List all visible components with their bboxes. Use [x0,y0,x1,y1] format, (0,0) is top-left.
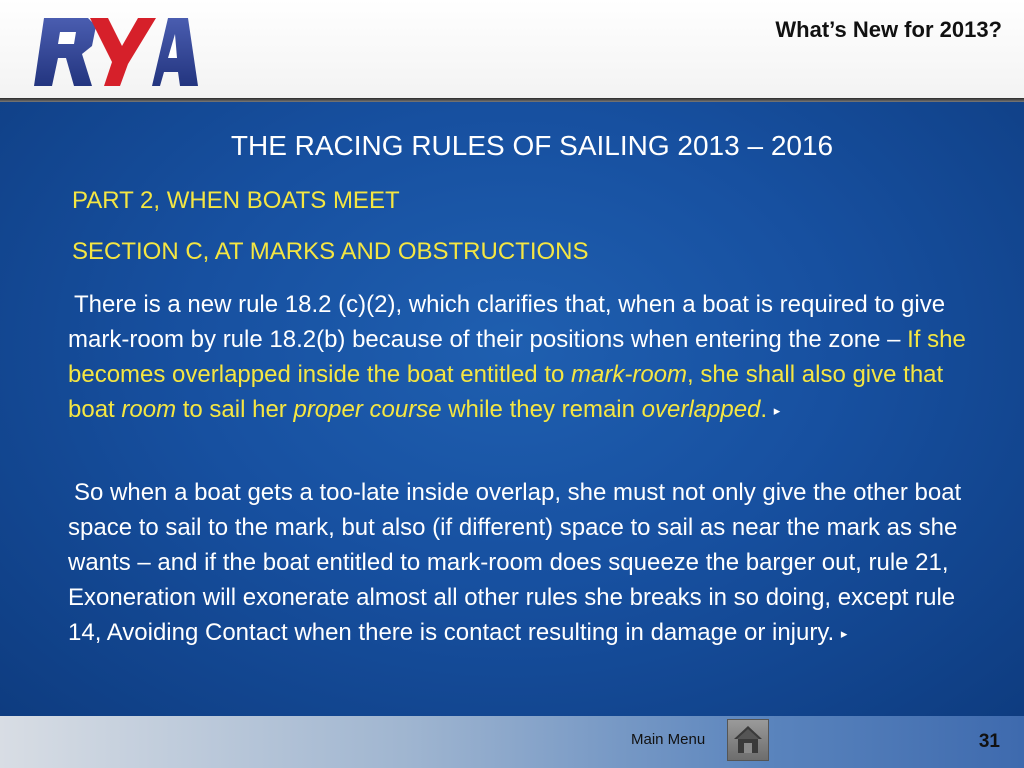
para1-term-overlapped: overlapped [641,396,761,423]
para2-text: So when a boat gets a too-late inside overlap, she must not only give the other boat space to sail to the mark, but also (if different) space to sail as near the mark as she wants – and if the boat entitled to mark-room does squeeze the barger out, rule 21, Exoneration will exonerate almost all other rules she breaks in so doing, except rule 14, Avoiding Contact when there is contact resulting in damage or injury. [68,479,962,646]
main-menu-link[interactable]: Main Menu [631,731,706,748]
para1-quote-end: . [760,396,768,423]
paragraph-rule-change [68,287,968,428]
home-button[interactable] [727,719,769,761]
slide-footer [0,716,1024,768]
para1-term-mark-room: mark-room [571,361,688,388]
slide-header-title: What’s New for 2013? [775,17,1002,42]
para1-quote-b: , she shall also give that boat [68,361,944,423]
page-number: 31 [978,731,1000,752]
para1-quote-d: while they remain [441,396,642,423]
continue-arrow-icon: ▸ [773,403,781,419]
paragraph-explanation [68,475,968,651]
section-heading: SECTION C, AT MARKS AND OBSTRUCTIONS [72,238,589,265]
rya-logo [30,12,200,92]
home-icon [728,720,768,760]
para1-quote-c: to sail her [176,396,294,423]
para1-term-proper-course: proper course [293,396,442,423]
para1-intro: There is a new rule 18.2 (c)(2), which clarifies that, when a boat is required to give mark-room by rule 18.2(b) because of their positions when entering the zone – [68,291,946,353]
continue-arrow-icon: ▸ [840,626,848,642]
slide-title: THE RACING RULES OF SAILING 2013 – 2016 [230,130,834,161]
para1-term-room: room [121,396,177,423]
para1-quote-a: If she becomes overlapped inside the boat entitled to [68,326,966,388]
part-heading: PART 2, WHEN BOATS MEET [72,187,400,214]
